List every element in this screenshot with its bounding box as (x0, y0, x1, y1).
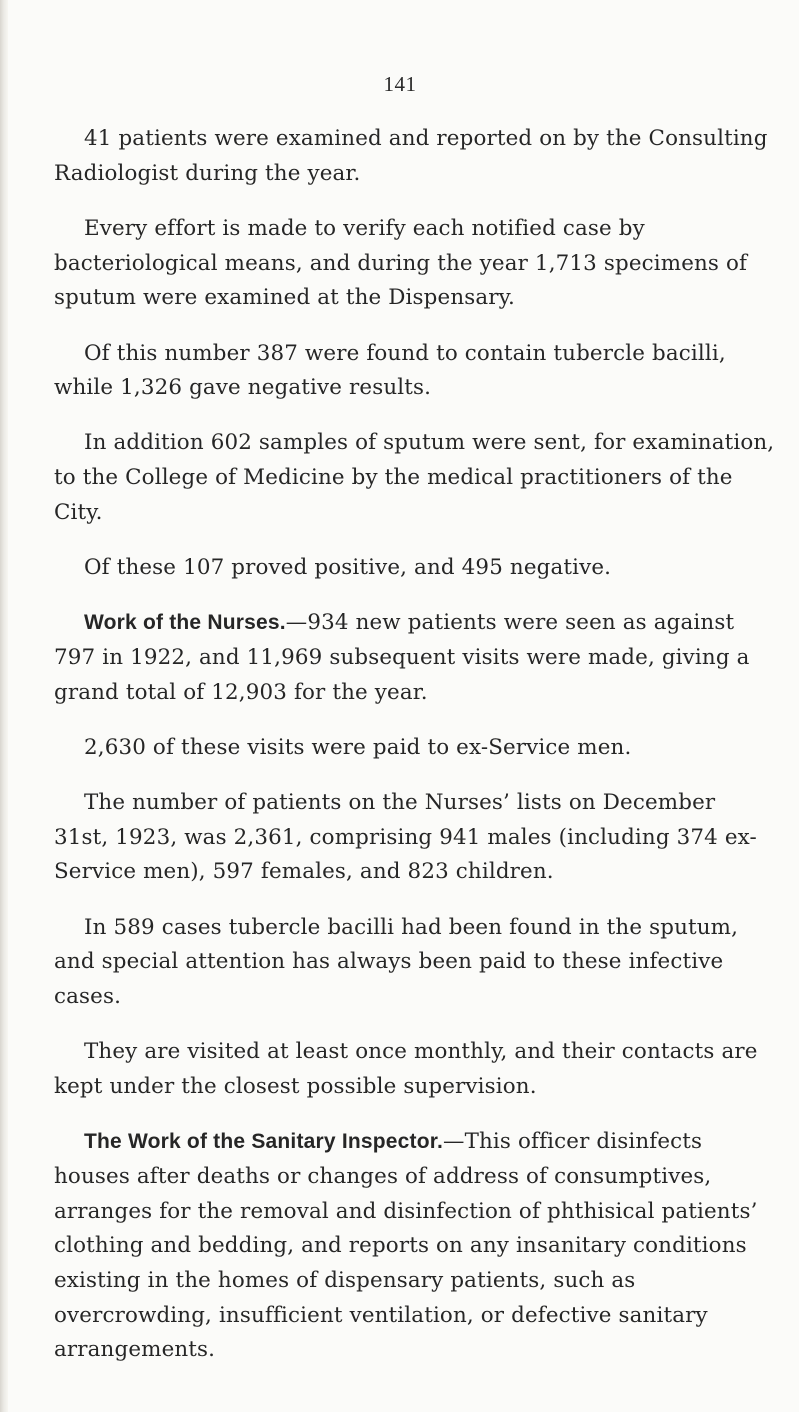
paragraph-radiologist (54, 122, 776, 191)
paragraph-text: —934 new patients were seen as against 797 in 1922, and 11,969 subsequent visits were made, giving a grand total of 12,903 for the year. (54, 610, 750, 705)
paragraph-work-of-nurses (54, 606, 776, 710)
paragraph-text: Of this number 387 were found to contain tubercle bacilli, while 1,326 gave negative results. (54, 340, 726, 401)
paragraph-tubercle-results (54, 337, 776, 406)
paragraph-monthly-visits (54, 1035, 776, 1104)
paragraph-college-results (54, 551, 776, 586)
section-heading: The Work of the Sanitary Inspector. (84, 1130, 444, 1154)
paragraph-text: —This officer disinfects houses after deaths or changes of address of consumptives, arranges for the removal and disinfection of phthisical patients’ clothing and bedding, and reports on any insanitary conditions existing in the homes of dispensary patients, such as overcrowding, insufficient ventilation, or defective sanitary arrangements. (54, 1129, 758, 1363)
paragraph-text: 41 patients were examined and reported on by the Consulting Radiologist during the year. (54, 126, 768, 186)
paragraph-text: In addition 602 samples of sputum were sent, for examination, to the College of Medicine by the medical practitioners of the City. (54, 430, 775, 525)
paragraph-text: Of these 107 proved positive, and 495 negative. (84, 555, 612, 581)
paragraph-text: 2,630 of these visits were paid to ex-Service men. (84, 734, 632, 760)
paragraph-sputum-specimens (54, 212, 776, 316)
section-heading: Work of the Nurses. (84, 611, 286, 635)
paragraph-text: The number of patients on the Nurses’ lists on December 31st, 1923, was 2,361, comprising 941 males (including 374 ex-Service men), 597 females, and 823 children. (54, 790, 757, 885)
paragraph-text: They are visited at least once monthly, and their contacts are kept under the closest possible supervision. (54, 1039, 758, 1099)
page-number: 141 (383, 72, 417, 96)
paragraph-infective-cases (54, 911, 776, 1015)
paragraph-nurses-lists (54, 786, 776, 890)
paragraph-text: Every effort is made to verify each notified case by bacteriological means, and during the year 1,713 specimens of sputum were examined at the Dispensary. (54, 215, 748, 311)
body-text (54, 122, 776, 1389)
paragraph-college-samples (54, 426, 776, 530)
paragraph-sanitary-inspector (54, 1125, 776, 1368)
binding-edge (0, 0, 8, 1412)
paragraph-text: In 589 cases tubercle bacilli had been found in the sputum, and special attention has always been paid to these infective cases. (54, 914, 739, 1010)
paragraph-ex-service-visits (54, 731, 776, 766)
